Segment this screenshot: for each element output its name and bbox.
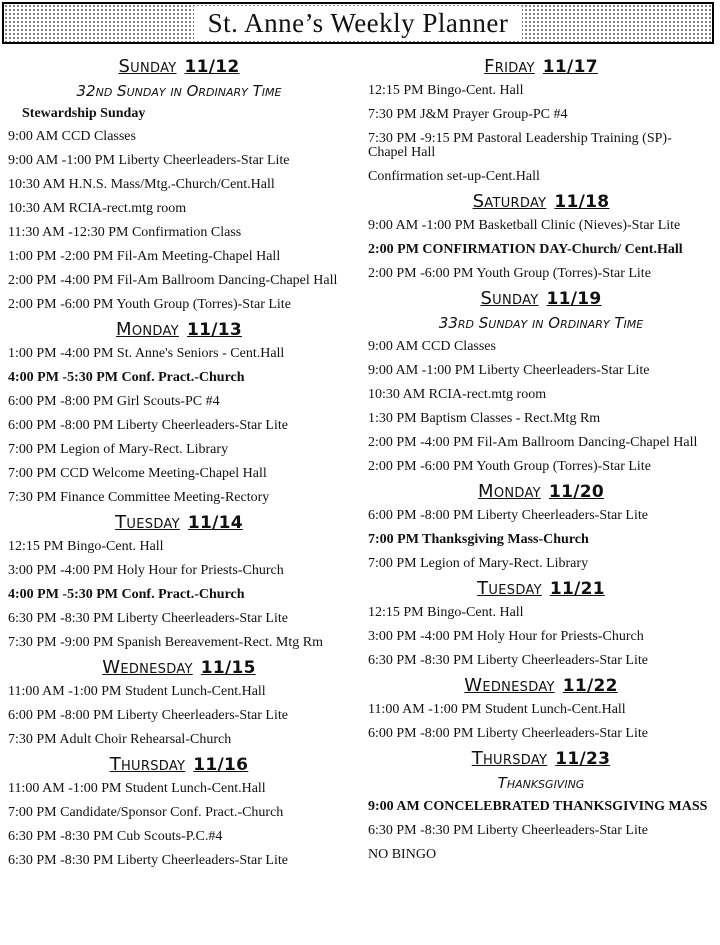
day-name: Thursday — [471, 748, 548, 769]
day-name: Friday — [484, 56, 535, 77]
day-section — [8, 54, 350, 317]
event-item: 2:00 PM -6:00 PM Youth Group (Torres)-Star Lite — [368, 266, 651, 281]
day-name: Thursday — [109, 754, 186, 775]
day-name: Sunday — [118, 56, 177, 77]
day-section — [368, 673, 714, 746]
event-item: 6:30 PM -8:30 PM Liberty Cheerleaders-Star Lite — [8, 853, 288, 868]
event-item: 3:00 PM -4:00 PM Holy Hour for Priests-Church — [368, 629, 644, 644]
day-section — [8, 655, 350, 752]
day-date: 11/12 — [184, 57, 240, 77]
event-item: 9:00 AM -1:00 PM Basketball Clinic (Nieves)-Star Lite — [368, 218, 681, 233]
event-item: 6:00 PM -8:00 PM Liberty Cheerleaders-Star Lite — [368, 726, 648, 741]
event-item: 6:00 PM -8:00 PM Liberty Cheerleaders-Star Lite — [368, 508, 648, 523]
event-item: 11:00 AM -1:00 PM Student Lunch-Cent.Hall — [368, 702, 626, 717]
event-item: 7:30 PM -9:00 PM Spanish Bereavement-Rect. Mtg Rm — [8, 635, 323, 650]
event-item: 6:30 PM -8:30 PM Liberty Cheerleaders-Star Lite — [368, 653, 648, 668]
event-item: 12:15 PM Bingo-Cent. Hall — [8, 539, 164, 554]
planner-title-bar — [2, 2, 714, 44]
day-subtitle: 33rd Sunday in Ordinary Time — [438, 314, 644, 332]
day-section — [8, 752, 350, 873]
right-column — [368, 54, 714, 867]
event-item: 10:30 AM H.N.S. Mass/Mtg.-Church/Cent.Hall — [8, 177, 275, 192]
day-date: 11/19 — [546, 289, 602, 309]
day-section — [8, 317, 350, 510]
event-item: 2:00 PM -4:00 PM Fil-Am Ballroom Dancing-Chapel Hall — [368, 435, 698, 450]
day-name: Wednesday — [102, 657, 193, 678]
day-name: Monday — [116, 319, 179, 340]
event-item: 6:30 PM -8:30 PM Liberty Cheerleaders-Star Lite — [8, 611, 288, 626]
day-date: 11/22 — [562, 676, 618, 696]
day-header — [368, 479, 714, 504]
day-name: Tuesday — [477, 578, 542, 599]
day-section — [368, 286, 714, 479]
event-item: 9:00 AM -1:00 PM Liberty Cheerleaders-Star Lite — [368, 363, 650, 378]
day-header — [368, 54, 714, 79]
event-item: 7:00 PM Thanksgiving Mass-Church — [368, 532, 589, 547]
day-date: 11/20 — [548, 482, 604, 502]
day-name: Tuesday — [115, 512, 180, 533]
day-header — [368, 286, 714, 311]
event-item: 9:00 AM CCD Classes — [8, 129, 136, 144]
event-item: 1:00 PM -4:00 PM St. Anne's Seniors - Cent.Hall — [8, 346, 285, 361]
event-item: 7:30 PM Adult Choir Rehearsal-Church — [8, 732, 232, 747]
day-header — [368, 189, 714, 214]
day-section — [368, 189, 714, 286]
day-header — [8, 655, 350, 680]
left-column — [8, 54, 350, 873]
event-item: 4:00 PM -5:30 PM Conf. Pract.-Church — [8, 587, 245, 602]
day-subtitle: Thanksgiving — [497, 774, 585, 792]
event-item: 6:00 PM -8:00 PM Liberty Cheerleaders-Star Lite — [8, 708, 288, 723]
event-item: 6:00 PM -8:00 PM Girl Scouts-PC #4 — [8, 394, 220, 409]
day-section — [368, 576, 714, 673]
event-item: 2:00 PM -6:00 PM Youth Group (Torres)-Star Lite — [368, 459, 651, 474]
day-date: 11/21 — [549, 579, 605, 599]
day-header — [8, 317, 350, 342]
day-name: Wednesday — [464, 675, 555, 696]
day-name: Monday — [478, 481, 541, 502]
event-item: 7:30 PM Finance Committee Meeting-Rectory — [8, 490, 270, 505]
event-item: 1:30 PM Baptism Classes - Rect.Mtg Rm — [368, 411, 601, 426]
event-item: 4:00 PM -5:30 PM Conf. Pract.-Church — [8, 370, 245, 385]
event-item: 7:30 PM J&M Prayer Group-PC #4 — [368, 107, 568, 122]
event-item: 11:00 AM -1:00 PM Student Lunch-Cent.Hall — [8, 781, 266, 796]
event-item: 10:30 AM RCIA-rect.mtg room — [368, 387, 547, 402]
day-note: Stewardship Sunday — [22, 106, 146, 121]
day-section — [368, 479, 714, 576]
day-section — [8, 510, 350, 655]
page-title: St. Anne’s Weekly Planner — [194, 6, 523, 40]
event-item: 2:00 PM CONFIRMATION DAY-Church/ Cent.Hall — [368, 242, 683, 257]
day-header — [368, 673, 714, 698]
day-section — [368, 746, 714, 867]
day-subtitle: 32nd Sunday in Ordinary Time — [76, 82, 282, 100]
event-item: 7:00 PM Legion of Mary-Rect. Library — [8, 442, 229, 457]
event-item: 9:00 AM -1:00 PM Liberty Cheerleaders-Star Lite — [8, 153, 290, 168]
event-item: Confirmation set-up-Cent.Hall — [368, 169, 540, 184]
event-item: 12:15 PM Bingo-Cent. Hall — [368, 83, 524, 98]
day-date: 11/17 — [542, 57, 598, 77]
event-item: 10:30 AM RCIA-rect.mtg room — [8, 201, 187, 216]
event-item: 6:30 PM -8:30 PM Liberty Cheerleaders-Star Lite — [368, 823, 648, 838]
day-section — [368, 54, 714, 189]
day-date: 11/18 — [554, 192, 610, 212]
event-item: 12:15 PM Bingo-Cent. Hall — [368, 605, 524, 620]
day-header — [8, 54, 350, 79]
day-header — [368, 746, 714, 771]
event-item: 6:00 PM -8:00 PM Liberty Cheerleaders-Star Lite — [8, 418, 288, 433]
event-item: 3:00 PM -4:00 PM Holy Hour for Priests-Church — [8, 563, 284, 578]
day-header — [8, 510, 350, 535]
event-item: 7:00 PM Candidate/Sponsor Conf. Pract.-Church — [8, 805, 284, 820]
event-item: 2:00 PM -4:00 PM Fil-Am Ballroom Dancing-Chapel Hall — [8, 273, 338, 288]
day-header — [368, 576, 714, 601]
event-item: 9:00 AM CONCELEBRATED THANKSGIVING MASS — [368, 799, 708, 814]
day-name: Sunday — [480, 288, 539, 309]
event-item: 1:00 PM -2:00 PM Fil-Am Meeting-Chapel Hall — [8, 249, 281, 264]
event-item: 2:00 PM -6:00 PM Youth Group (Torres)-Star Lite — [8, 297, 291, 312]
event-item: 9:00 AM CCD Classes — [368, 339, 496, 354]
event-item: 11:30 AM -12:30 PM Confirmation Class — [8, 225, 242, 240]
day-date: 11/15 — [200, 658, 256, 678]
event-item: 11:00 AM -1:00 PM Student Lunch-Cent.Hall — [8, 684, 266, 699]
event-item: 7:00 PM Legion of Mary-Rect. Library — [368, 556, 589, 571]
day-date: 11/16 — [193, 755, 249, 775]
event-item: 7:30 PM -9:15 PM Pastoral Leadership Training (SP)- Chapel Hall — [368, 131, 672, 160]
day-header — [8, 752, 350, 777]
event-item: 6:30 PM -8:30 PM Cub Scouts-P.C.#4 — [8, 829, 223, 844]
day-date: 11/14 — [187, 513, 243, 533]
event-item: 7:00 PM CCD Welcome Meeting-Chapel Hall — [8, 466, 267, 481]
day-date: 11/23 — [555, 749, 611, 769]
day-date: 11/13 — [186, 320, 242, 340]
day-name: Saturday — [472, 191, 547, 212]
event-item: NO BINGO — [368, 847, 437, 862]
